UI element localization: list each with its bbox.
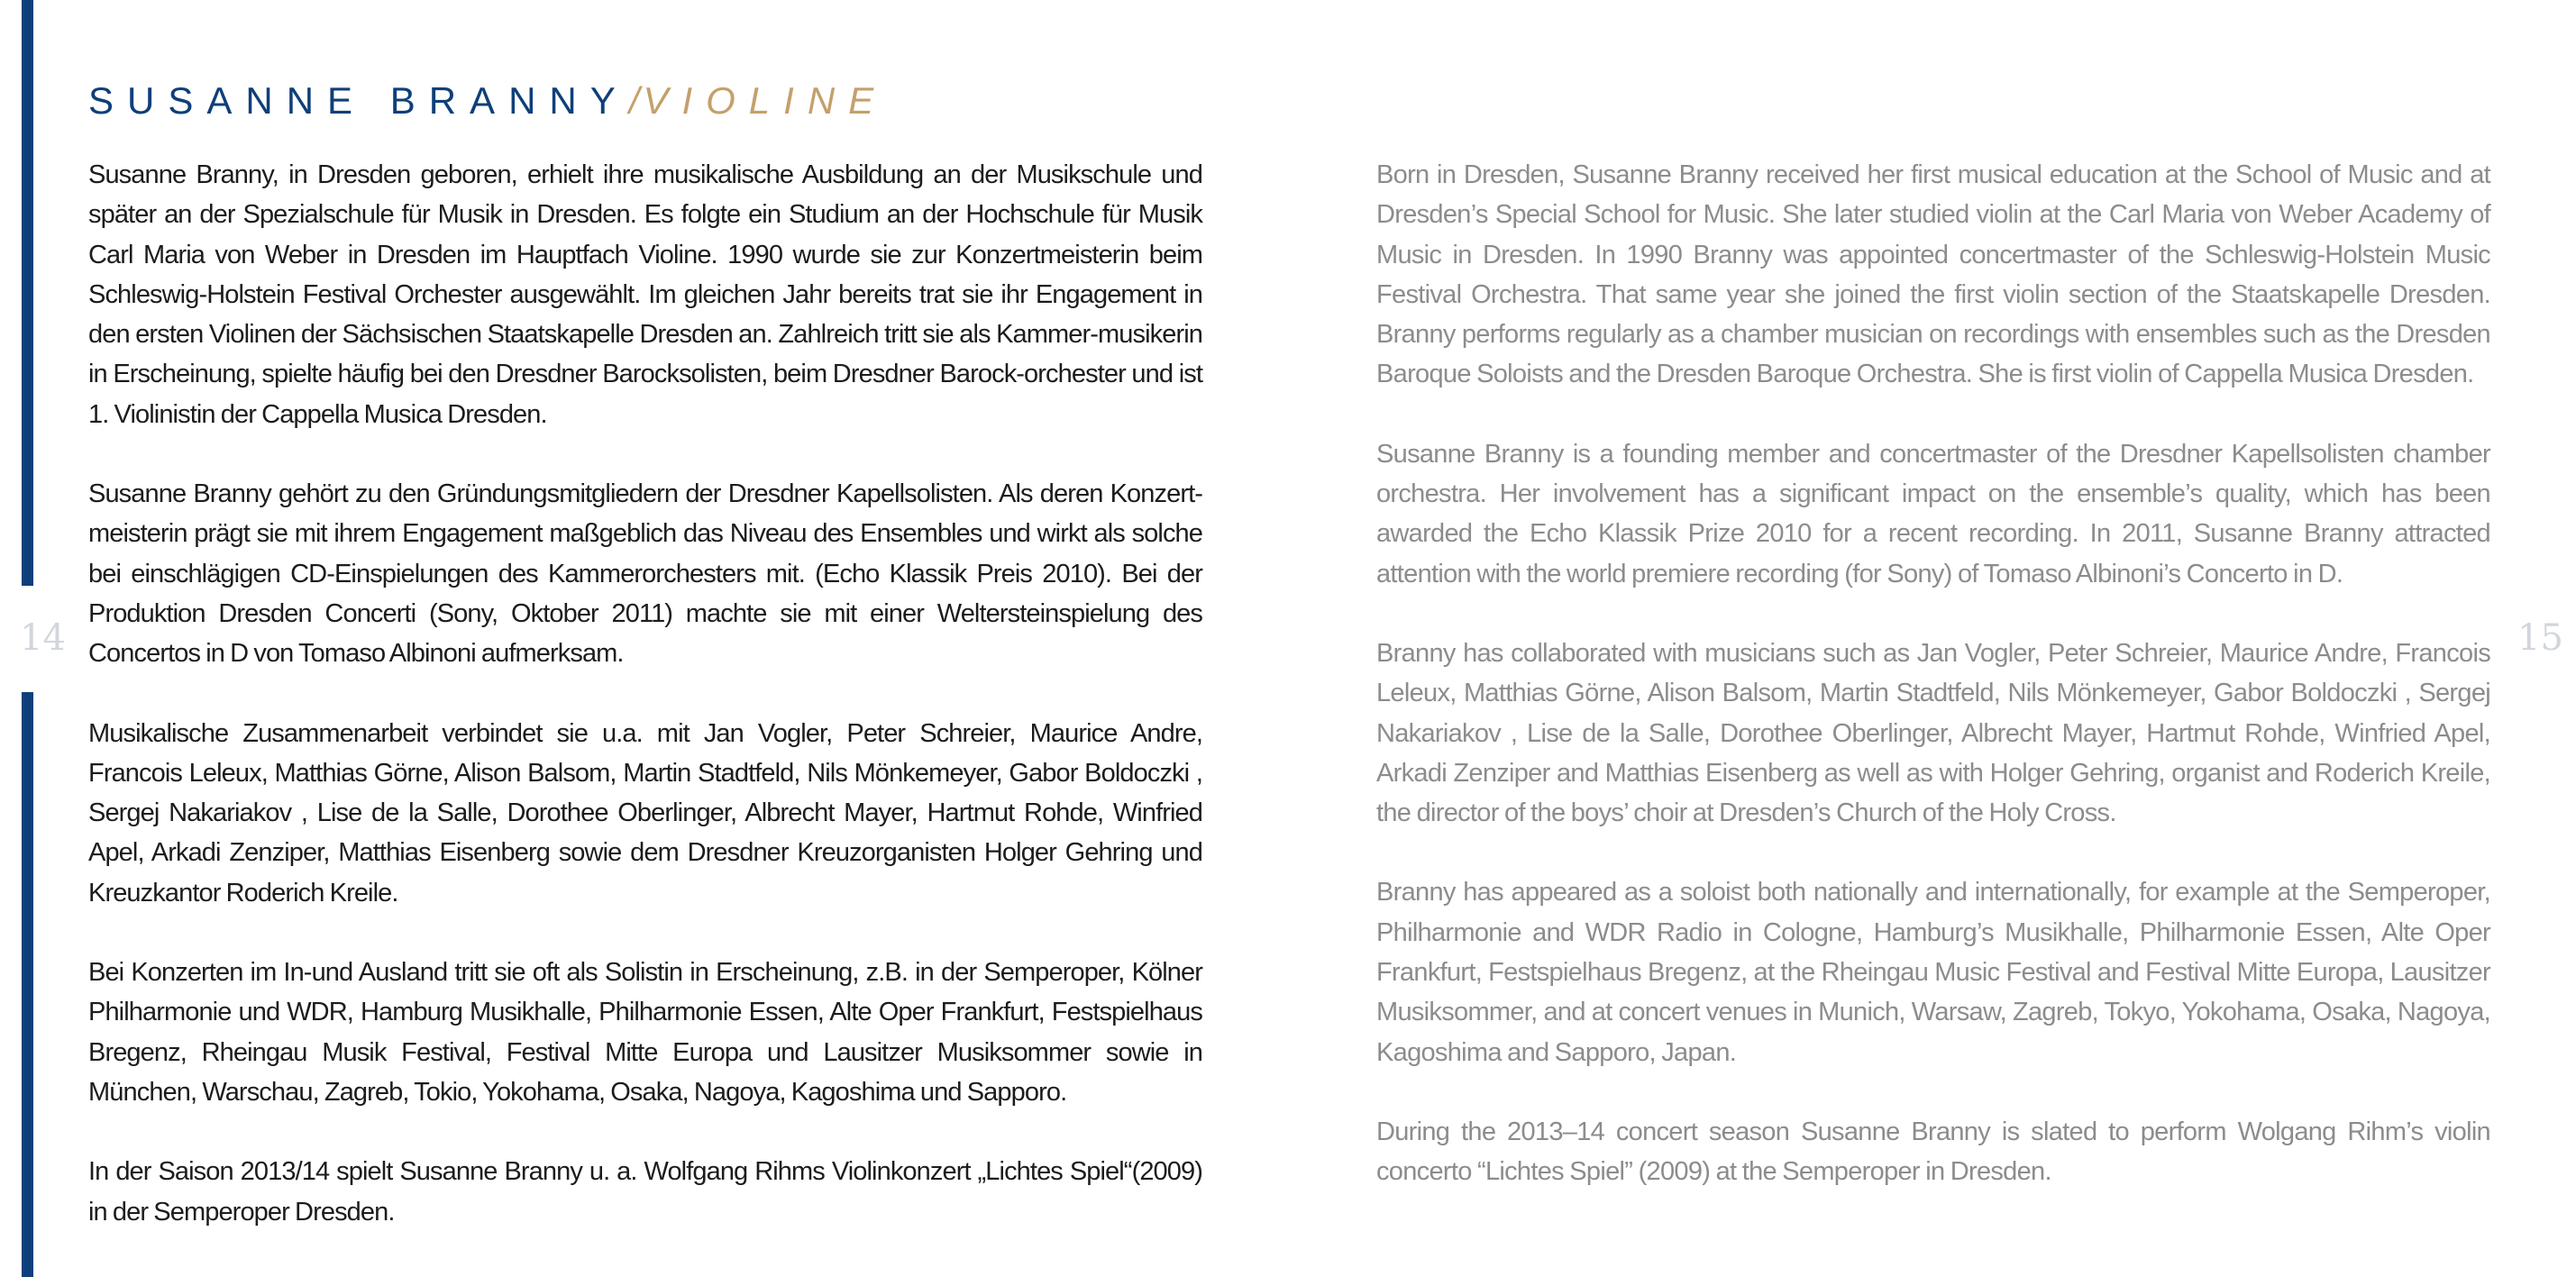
page-title <box>88 76 887 126</box>
english-paragraph-5: During the 2013–14 concert season Susanne Branny is slated to perform Wolgang Rihm’s violin concerto “Lichtes Spiel” (2009) at the Semperoper in Dresden. <box>1376 1117 2490 1187</box>
english-biography-column <box>1376 155 2490 1232</box>
german-paragraph-4: Bei Konzerten im In-und Ausland tritt sie oft als Solistin in Erscheinung, z.B. in der Semperoper, Kölner Philharmonie und WDR, Hamburg Musikhalle, Philharmonie Essen, Alte Oper Frankfurt, Festspielhaus Bregenz, Rheingau Musik Festival, Festival Mitte Europa und Lausitzer Musiksommer sowie in München, Warschau, Zagreb, Tokio, Yokohama, Osaka, Nagoya, Kagoshima und Sapporo. <box>88 958 1202 1107</box>
english-paragraph-4: Branny has appeared as a soloist both nationally and internationally, for example at the Semperoper, Philharmonie and WDR Radio in Cologne, Hamburg’s Musikhalle, Philharmonie Essen, Alte Oper Frankfurt, Festspielhaus Bregenz, at the Rheingau Music Festival and Festival Mitte Europa, Lausitzer Musiksommer, and at concert venues in Munich, Warsaw, Zagreb, Tokyo, Yokohama, Osaka, Nagoya, Kagoshima and Sapporo, Japan. <box>1376 878 2490 1067</box>
english-paragraph-1: Born in Dresden, Susanne Branny received her first musical education at the School of Music and at Dresden’s Special School for Music. She later studied violin at the Carl Maria von Weber Academy of Music in Dresden. In 1990 Branny was appointed concertmaster of the Schleswig-Holstein Music Festival Orchestra. That same year she joined the first violin section of the Staatskapelle Dresden. Branny performs regularly as a chamber musician on recordings with ensembles such as the Dresden Baroque Soloists and the Dresden Baroque Orchestra. She is first violin of Cappella Musica Dresden. <box>1376 160 2490 389</box>
german-paragraph-2: Susanne Branny gehört zu den Gründungsmitgliedern der Dresdner Kapellsolisten. Als deren Konzert-meisterin prägt sie mit ihrem Engagement maßgeblich das Niveau des Ensembles und wirkt als solche bei einschlägigen CD-Einspielungen des Kammerorchesters mit. (Echo Klassik Preis 2010). Bei der Produktion Dresden Concerti (Sony, Oktober 2011) machte sie mit einer Weltersteinspielung des Concertos in D von Tomaso Albinoni aufmerksam. <box>88 479 1202 669</box>
left-spine-bar-top <box>22 0 33 586</box>
artist-name: SUSANNE BRANNY <box>88 79 629 122</box>
german-paragraph-3: Musikalische Zusammenarbeit verbindet sie u.a. mit Jan Vogler, Peter Schreier, Maurice Andre, Francois Leleux, Matthias Görne, Alison Balsom, Martin Stadtfeld, Nils Mönkemeyer, Gabor Boldoczki , Sergej Nakariakov , Lise de la Salle, Dorothee Oberlinger, Albrecht Mayer, Hartmut Rohde, Winfried Apel, Arkadi Zenziper, Matthias Eisenberg sowie dem Dresdner Kreuzorganisten Holger Gehring und Kreuzkantor Roderich Kreile. <box>88 718 1202 908</box>
left-spine-bar-bottom <box>22 692 33 1277</box>
page-number-right: 15 <box>2517 617 2563 659</box>
english-paragraph-2: Susanne Branny is a founding member and concertmaster of the Dresdner Kapellsolisten chamber orchestra. Her involvement has a significant impact on the ensemble’s quality, which has been awarded the Echo Klassik Prize 2010 for a recent recording. In 2011, Susanne Branny attracted attention with the world premiere recording (for Sony) of Tomaso Albinoni’s Concerto in D. <box>1376 439 2490 588</box>
german-paragraph-1: Susanne Branny, in Dresden geboren, erhielt ihre musikalische Ausbildung an der Musikschule und später an der Spezialschule für Musik in Dresden. Es folgte ein Studium an der Hochschule für Musik Carl Maria von Weber in Dresden im Hauptfach Violine. 1990 wurde sie zur Konzertmeisterin beim Schleswig-Holstein Festival Orchester ausgewählt. Im gleichen Jahr bereits trat sie ihr Engagement in den ersten Violinen der Sächsischen Staatskapelle Dresden an. Zahlreich tritt sie als Kammer-musikerin in Erscheinung, spielte häufig bei den Dresdner Barocksolisten, beim Dresdner Barock-orchester und ist 1. Violinistin der Cappella Musica Dresden. <box>88 160 1202 429</box>
title-separator: / <box>628 79 644 122</box>
artist-instrument: VIOLINE <box>643 79 888 122</box>
german-biography-column <box>88 155 1202 1272</box>
english-paragraph-3: Branny has collaborated with musicians such as Jan Vogler, Peter Schreier, Maurice Andre, Francois Leleux, Matthias Görne, Alison Balsom, Martin Stadtfeld, Nils Mönkemeyer, Gabor Boldoczki , Sergej Nakariakov , Lise de la Salle, Dorothee Oberlinger, Albrecht Mayer, Hartmut Rohde, Winfried Apel, Arkadi Zenziper and Matthias Eisenberg as well as with Holger Gehring, organist and Roderich Kreile, the director of the boys’ choir at Dresden’s Church of the Holy Cross. <box>1376 638 2490 828</box>
german-paragraph-5: In der Saison 2013/14 spielt Susanne Branny u. a. Wolfgang Rihms Violinkonzert „Lichtes Spiel“(2009) in der Semperoper Dresden. <box>88 1157 1202 1227</box>
page-number-left: 14 <box>20 617 66 659</box>
